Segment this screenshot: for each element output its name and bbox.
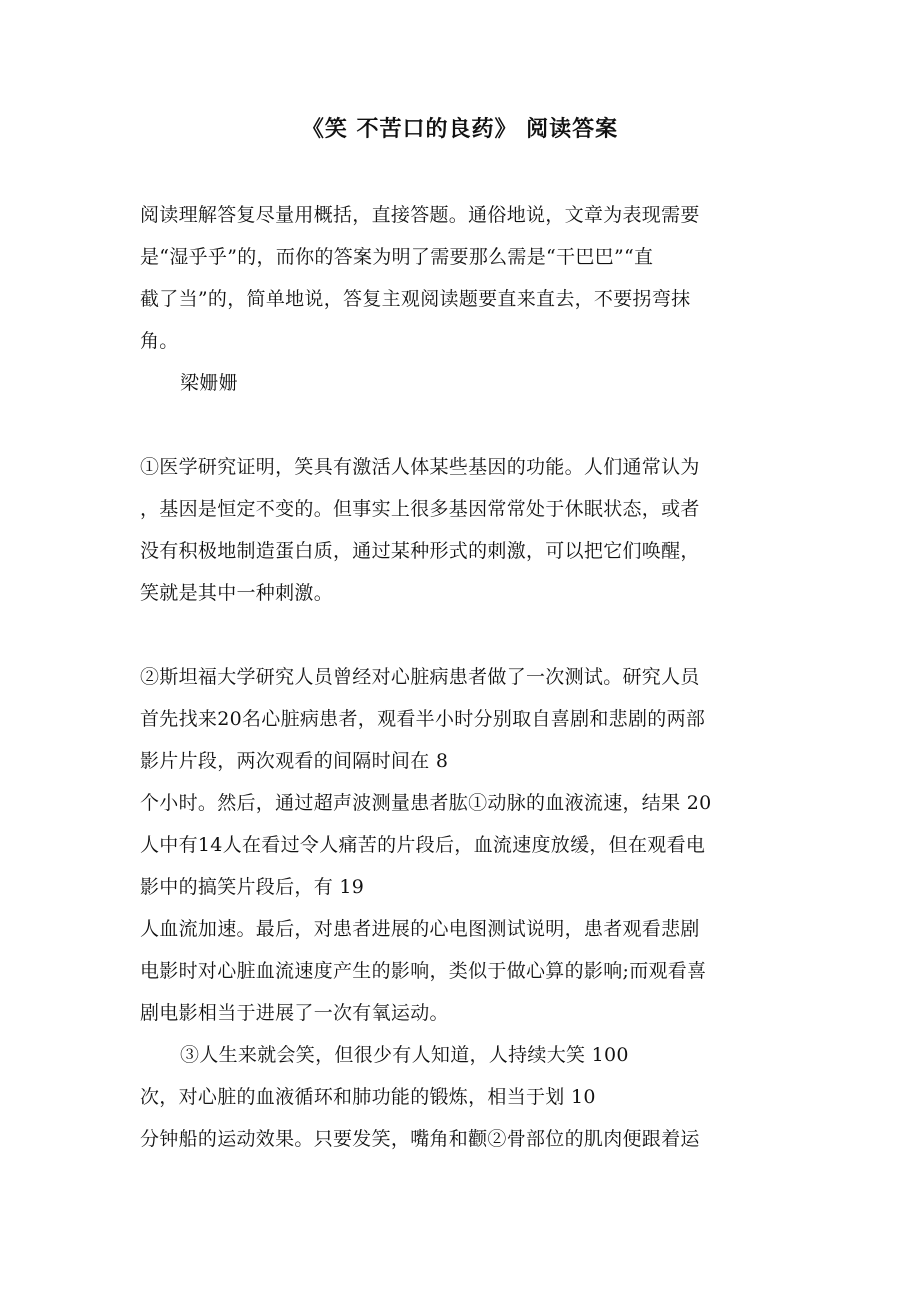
author-name: 梁姗姗: [180, 372, 238, 394]
paragraph-2-line: 影中的搞笑片段后，有 19: [140, 876, 365, 898]
paragraph-2-line: 个小时。然后，通过超声波测量患者肱①动脉的血液流速，结果 20: [140, 792, 712, 814]
paragraph-2-line: ②斯坦福大学研究人员曾经对心脏病患者做了一次测试。研究人员: [140, 666, 700, 688]
paragraph-1-line: 没有积极地制造蛋白质，通过某种形式的刺激，可以把它们唤醒，: [140, 540, 700, 562]
document-title: 《笑 不苦口的良药》 阅读答案: [301, 116, 619, 142]
paragraph-1-line: ①医学研究证明，笑具有激活人体某些基因的功能。人们通常认为: [140, 456, 700, 478]
paragraph-1-line: ，基因是恒定不变的。但事实上很多基因常常处于休眠状态，或者: [140, 498, 700, 520]
paragraph-2-line: 首先找来20名心脏病患者，观看半小时分别取自喜剧和悲剧的两部: [140, 708, 706, 730]
intro-line: 截了当”的，简单地说，答复主观阅读题要直来直去，不要拐弯抹: [140, 288, 691, 310]
paragraph-2-line: 剧电影相当于进展了一次有氧运动。: [140, 1002, 449, 1024]
intro-line: 角。: [140, 330, 179, 352]
paragraph-2-line: 人血流加速。最后，对患者进展的心电图测试说明，患者观看悲剧: [140, 918, 700, 940]
paragraph-2-line: 电影时对心脏血流速度产生的影响，类似于做心算的影响;而观看喜: [140, 960, 707, 982]
paragraph-2-line: 人中有14人在看过令人痛苦的片段后，血流速度放缓，但在观看电: [140, 834, 706, 856]
intro-line: 阅读理解答复尽量用概括，直接答题。通俗地说，文章为表现需要: [140, 204, 700, 226]
paragraph-1-line: 笑就是其中一种刺激。: [140, 582, 334, 604]
paragraph-2-line: 影片片段，两次观看的间隔时间在 8: [140, 750, 449, 772]
paragraph-3-line: 分钟船的运动效果。只要发笑，嘴角和颧②骨部位的肌肉便跟着运: [140, 1128, 700, 1150]
intro-line: 是“湿乎乎”的，而你的答案为明了需要那么需是“干巴巴”“直: [140, 246, 654, 268]
paragraph-3-line: 次，对心脏的血液循环和肺功能的锻炼，相当于划 10: [140, 1086, 596, 1108]
paragraph-3-line: ③人生来就会笑，但很少有人知道，人持续大笑 100: [180, 1044, 629, 1066]
